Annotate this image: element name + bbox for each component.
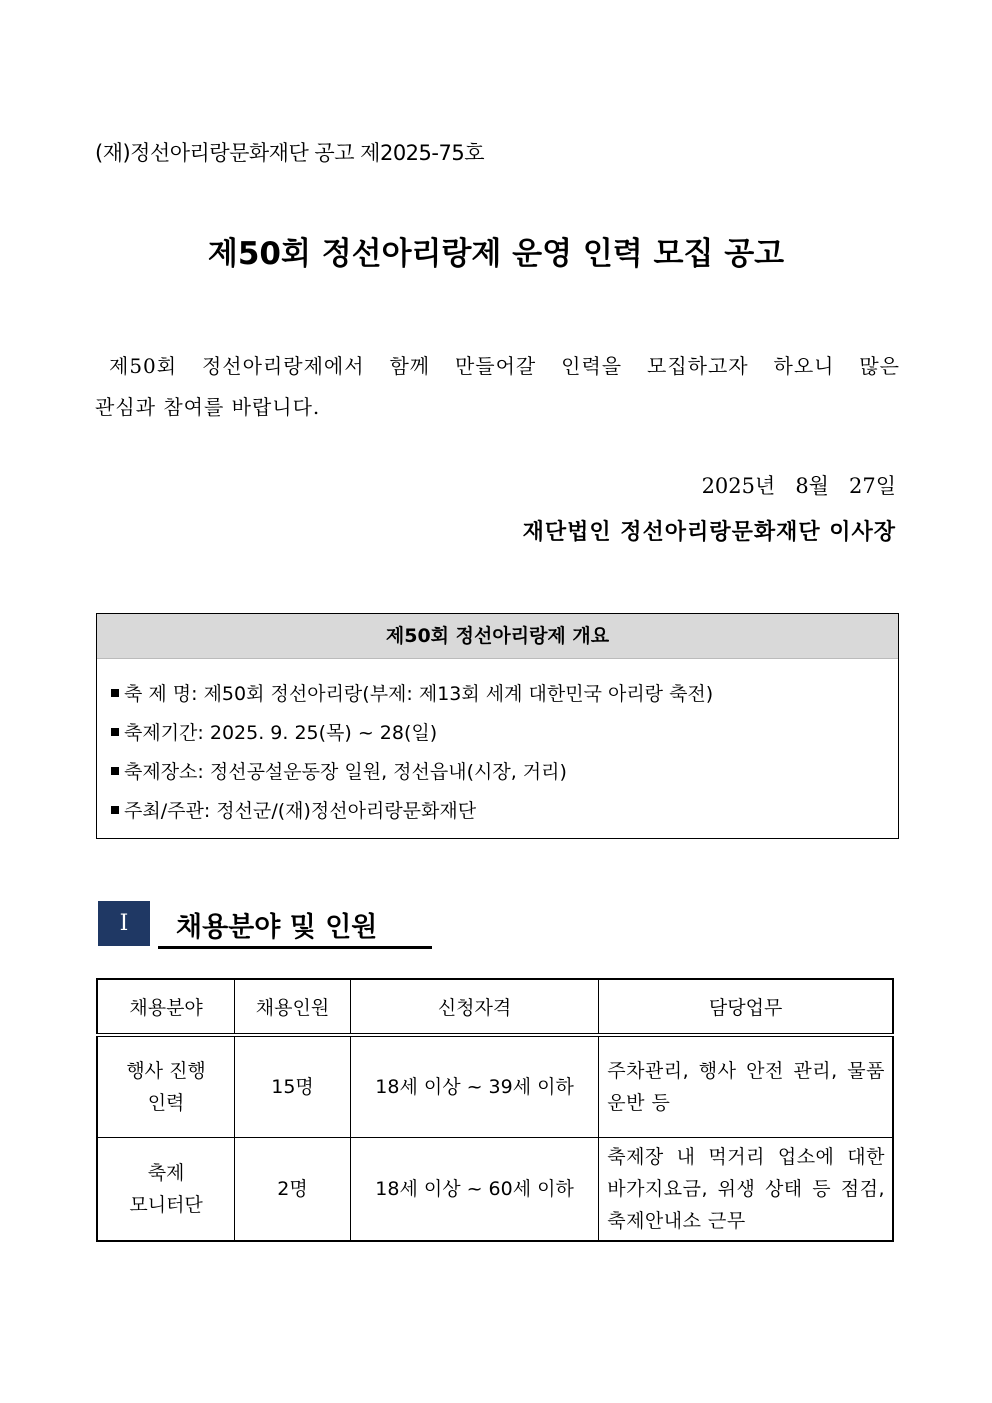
cell-qualification: 18세 이상 ~ 39세 이하 [350, 1035, 598, 1138]
overview-item [111, 714, 898, 753]
overview-item-text: 축제기간: 2025. 9. 25(목) ~ 28(일) [124, 722, 438, 744]
notice-number: (재)정선아리랑문화재단 공고 제2025-75호 [95, 141, 484, 165]
overview-item [111, 792, 898, 831]
field-line: 축제 [147, 1162, 185, 1184]
cell-field [97, 1138, 235, 1242]
overview-item-text: 축제장소: 정선공설운동장 일원, 정선읍내(시장, 거리) [124, 761, 567, 783]
square-bullet-icon [111, 767, 119, 775]
intro-line-1: 제50회 정선아리랑제에서 함께 만들어갈 인력을 모집하고자 하오니 많은 [109, 354, 900, 378]
field-line: 인력 [147, 1092, 185, 1114]
document-title: 제50회 정선아리랑제 운영 인력 모집 공고 [207, 236, 785, 272]
festival-overview-box [96, 613, 899, 839]
square-bullet-icon [111, 806, 119, 814]
table-row [97, 1138, 893, 1242]
field-line: 모니터단 [129, 1194, 203, 1216]
intro-paragraph [95, 346, 900, 428]
header-duty: 담당업무 [599, 979, 893, 1035]
section-heading [98, 901, 432, 949]
overview-item [111, 753, 898, 792]
overview-header: 제50회 정선아리랑제 개요 [97, 614, 898, 659]
header-qualification: 신청자격 [350, 979, 598, 1035]
square-bullet-icon [111, 728, 119, 736]
cell-duty: 주차관리, 행사 안전 관리, 물품 운반 등 [599, 1035, 893, 1138]
table-header-row [97, 979, 893, 1035]
recruitment-table [96, 978, 894, 1242]
cell-count: 2명 [235, 1138, 351, 1242]
announcement-date: 2025년 8월 27일 [701, 474, 896, 498]
cell-duty: 축제장 내 먹거리 업소에 대한 바가지요금, 위생 상태 등 점검, 축제안내소 근무 [599, 1138, 893, 1242]
section-title: 채용분야 및 인원 [176, 912, 378, 943]
header-field: 채용분야 [97, 979, 235, 1035]
overview-item-text: 축 제 명: 제50회 정선아리랑(부제: 제13회 세계 대한민국 아리랑 축전) [124, 683, 714, 705]
overview-item-text: 주최/주관: 정선군/(재)정선아리랑문화재단 [124, 800, 477, 822]
cell-field [97, 1035, 235, 1138]
cell-qualification: 18세 이상 ~ 60세 이하 [350, 1138, 598, 1242]
cell-count: 15명 [235, 1035, 351, 1138]
overview-item [111, 675, 898, 714]
intro-line-2: 관심과 참여를 바랍니다. [95, 395, 321, 419]
overview-list [97, 659, 898, 831]
issuer-name: 재단법인 정선아리랑문화재단 이사장 [522, 519, 896, 545]
field-line: 행사 진행 [126, 1060, 206, 1082]
table-row [97, 1035, 893, 1138]
section-underline [158, 946, 432, 949]
square-bullet-icon [111, 689, 119, 697]
section-number-badge: I [98, 901, 150, 946]
header-count: 채용인원 [235, 979, 351, 1035]
